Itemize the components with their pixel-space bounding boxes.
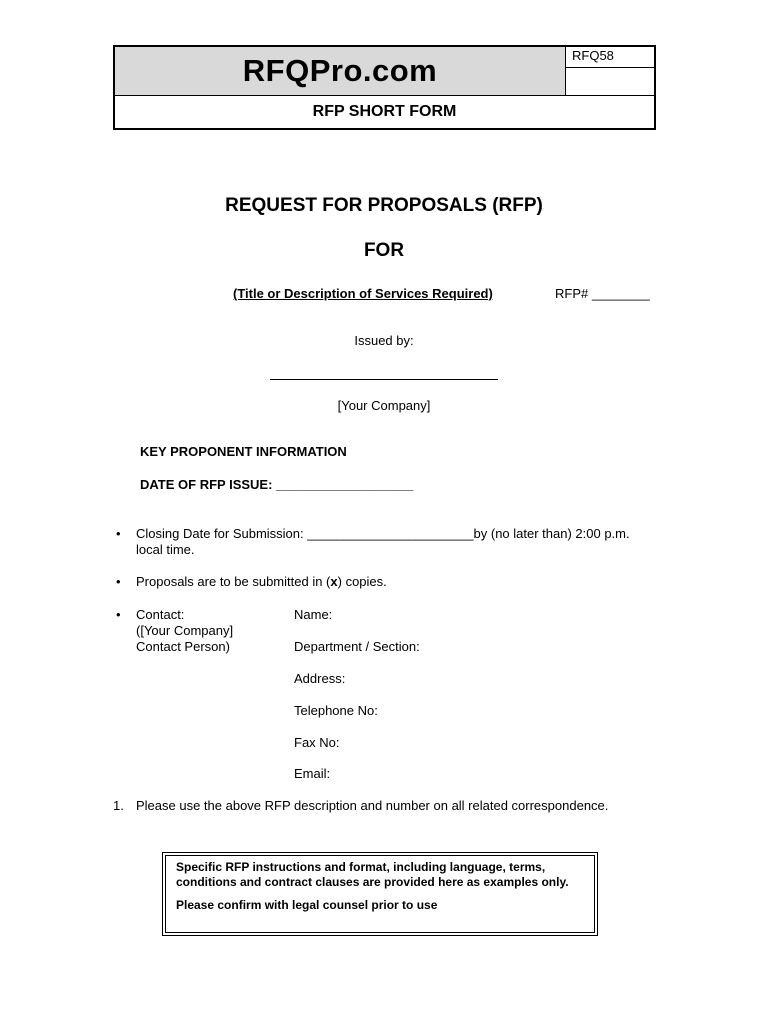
note-number: 1. bbox=[113, 798, 124, 813]
for-label: FOR bbox=[363, 240, 405, 261]
issuer-blank-line bbox=[270, 379, 498, 380]
disclaimer-box bbox=[162, 852, 598, 936]
page-title: REQUEST FOR PROPOSALS (RFP) bbox=[225, 195, 543, 216]
document-header bbox=[113, 45, 656, 130]
description-placeholder: (Title or Description of Services Required) bbox=[233, 286, 493, 301]
copies-text bbox=[136, 574, 387, 590]
contact-telephone-field: Telephone No: bbox=[294, 703, 378, 718]
bullet-icon: • bbox=[116, 526, 121, 541]
contact-label-line: ([Your Company] bbox=[136, 623, 234, 638]
form-subtitle: RFP SHORT FORM bbox=[312, 103, 457, 120]
contact-label-line: Contact Person) bbox=[136, 639, 230, 654]
contact-label-line: Contact: bbox=[136, 607, 185, 622]
brand-cell bbox=[115, 47, 566, 96]
closing-date-text: Closing Date for Submission: _______________________by (no later than) 2:00 p.m. local time. bbox=[136, 526, 630, 557]
date-of-issue-field: DATE OF RFP ISSUE: ___________________ bbox=[140, 477, 414, 492]
note-text: Please use the above RFP description and number on all related correspondence. bbox=[136, 798, 609, 813]
bullet-icon: • bbox=[116, 574, 121, 589]
issued-by-label: Issued by: bbox=[354, 333, 414, 348]
contact-label bbox=[136, 607, 286, 655]
disclaimer-inner bbox=[165, 855, 595, 933]
disclaimer-legal-text: Please confirm with legal counsel prior to use bbox=[176, 898, 438, 912]
copies-count: x bbox=[330, 574, 338, 589]
contact-fax-field: Fax No: bbox=[294, 735, 340, 750]
form-code-cell: RFQ58 bbox=[566, 47, 654, 68]
contact-department-field: Department / Section: bbox=[294, 639, 420, 654]
key-info-heading: KEY PROPONENT INFORMATION bbox=[140, 444, 347, 459]
form-code-blank-cell bbox=[566, 68, 654, 96]
copies-text-end: ) copies. bbox=[337, 574, 387, 589]
copies-text-start: Proposals are to be submitted in ( bbox=[136, 574, 331, 589]
contact-email-field: Email: bbox=[294, 766, 331, 781]
contact-name-field: Name: bbox=[294, 607, 333, 622]
company-placeholder: [Your Company] bbox=[337, 398, 431, 413]
rfp-number-field: RFP# ________ bbox=[555, 286, 650, 301]
bullet-icon: • bbox=[116, 607, 121, 622]
disclaimer-text: Specific RFP instructions and format, including language, terms, conditions and contract clauses are provided here as examples only. bbox=[176, 860, 569, 889]
brand-name: RFQPro.com bbox=[242, 53, 438, 88]
contact-address-field: Address: bbox=[294, 671, 346, 686]
